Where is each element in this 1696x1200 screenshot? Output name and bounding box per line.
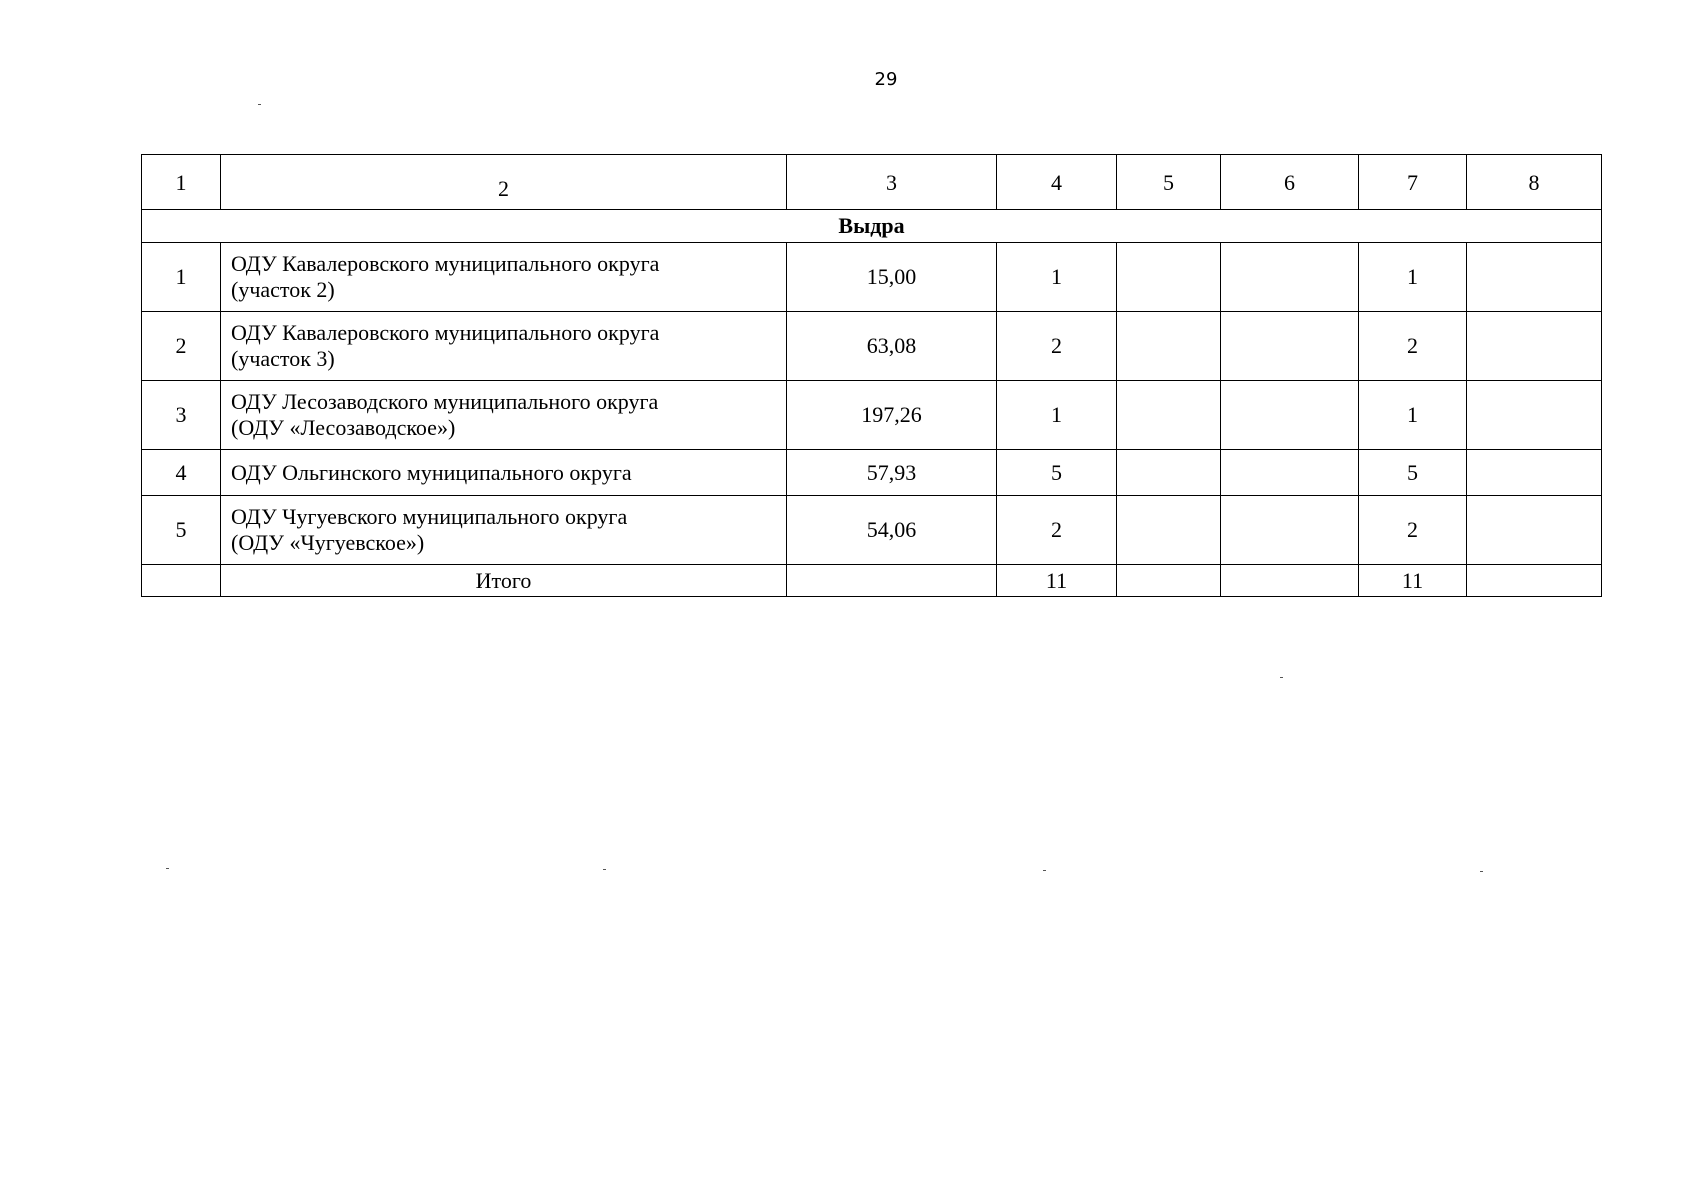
column-number-cell: 5 [1117,155,1221,210]
table-row [142,243,1602,312]
section-title: Выдра [142,210,1602,243]
col6-value [1221,496,1359,565]
page-number: 29 [874,69,898,90]
total-empty-cell [1117,565,1221,597]
scan-artifact [258,104,261,105]
scan-artifact [1043,870,1046,871]
column-number-row [142,155,1602,210]
col7-value: 5 [1359,450,1467,496]
col8-value [1467,496,1602,565]
col6-value [1221,381,1359,450]
col6-value [1221,243,1359,312]
scan-artifact [166,868,169,869]
col5-value [1117,496,1221,565]
territory-name-line: ОДУ Чугуевского муниципального округа [231,504,628,530]
scan-artifact [1480,871,1483,872]
territory-name-line: (участок 3) [231,346,335,371]
territory-name-line: ОДУ Кавалеровского муниципального округа [231,251,660,277]
row-number: 4 [142,450,221,496]
scan-artifact [603,869,606,870]
area-value: 57,93 [787,450,997,496]
col8-value [1467,381,1602,450]
table-row [142,312,1602,381]
column-number-cell: 4 [997,155,1117,210]
col4-value: 1 [997,243,1117,312]
table-row [142,381,1602,450]
total-col7: 11 [1359,565,1467,597]
area-value: 54,06 [787,496,997,565]
row-number: 2 [142,312,221,381]
data-table [141,154,1602,597]
total-empty-cell [1467,565,1602,597]
column-number-cell: 3 [787,155,997,210]
territory-name-line: ОДУ Ольгинского муниципального округа [231,459,632,485]
row-number: 5 [142,496,221,565]
territory-name [221,450,787,496]
territory-name [221,243,787,312]
area-value: 197,26 [787,381,997,450]
territory-name-line: (ОДУ «Лесозаводское») [231,415,456,440]
col8-value [1467,243,1602,312]
table-row [142,496,1602,565]
total-row [142,565,1602,597]
col5-value [1117,243,1221,312]
area-value: 15,00 [787,243,997,312]
col5-value [1117,450,1221,496]
row-number: 1 [142,243,221,312]
col5-value [1117,381,1221,450]
column-number-cell: 1 [142,155,221,210]
row-number: 3 [142,381,221,450]
total-col4: 11 [997,565,1117,597]
territory-name [221,312,787,381]
territory-name-line: ОДУ Кавалеровского муниципального округа [231,320,660,346]
column-number-cell: 6 [1221,155,1359,210]
total-empty-cell [142,565,221,597]
col8-value [1467,450,1602,496]
section-row [142,210,1602,243]
total-empty-cell [1221,565,1359,597]
col6-value [1221,450,1359,496]
column-number-cell: 8 [1467,155,1602,210]
territory-name [221,381,787,450]
col4-value: 2 [997,496,1117,565]
total-empty-cell [787,565,997,597]
col7-value: 2 [1359,496,1467,565]
col8-value [1467,312,1602,381]
col4-value: 5 [997,450,1117,496]
col5-value [1117,312,1221,381]
table-row [142,450,1602,496]
area-value: 63,08 [787,312,997,381]
column-number-cell: 2 [221,155,787,210]
col7-value: 1 [1359,243,1467,312]
total-label: Итого [221,565,787,597]
col4-value: 1 [997,381,1117,450]
territory-name [221,496,787,565]
territory-name-line: (ОДУ «Чугуевское») [231,530,425,555]
col7-value: 2 [1359,312,1467,381]
territory-name-line: (участок 2) [231,277,335,302]
column-number-cell: 7 [1359,155,1467,210]
col6-value [1221,312,1359,381]
col7-value: 1 [1359,381,1467,450]
scan-artifact [1280,677,1283,678]
territory-name-line: ОДУ Лесозаводского муниципального округа [231,389,659,415]
col4-value: 2 [997,312,1117,381]
